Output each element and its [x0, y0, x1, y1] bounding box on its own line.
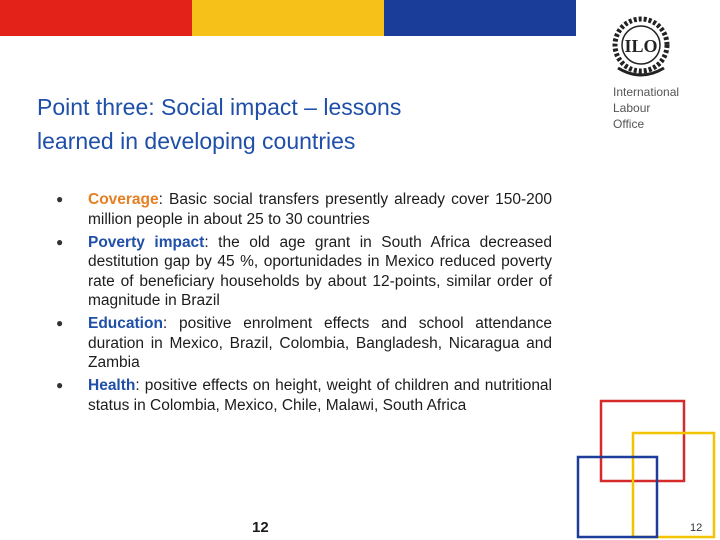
header-color-bar-yellow	[192, 0, 384, 36]
bullet-dot-icon: ●	[56, 378, 64, 392]
page-number-right: 12	[690, 522, 703, 534]
slide-title-line-1: Point three: Social impact – lessons	[37, 94, 402, 120]
bullet-dot-icon: ●	[56, 192, 64, 206]
page-number-center: 12	[252, 519, 269, 536]
header-color-bar-blue	[384, 0, 576, 36]
bullet-text: : the old age grant in South Africa decreased destitution gap by 45 %, oportunidades in Mexico reduced poverty rate of beneficiary households by about 12-points, similar order of magnitude in Brazil	[88, 233, 552, 309]
bullet-dot-icon: ●	[56, 234, 64, 249]
decorative-squares	[570, 395, 720, 540]
bullet-list	[56, 190, 552, 419]
bullet-heading: Education	[88, 315, 163, 332]
bullet-text: : positive enrolment effects and school attendance duration in Mexico, Brazil, Colombia, Bangladesh, Nicaragua and Zambia	[88, 315, 552, 371]
bullet-heading: Health	[88, 377, 136, 394]
organization-name	[613, 84, 713, 132]
bullet-text: : positive effects on height, weight of children and nutritional status in Colombia, Mexico, Chile, Malawi, South Africa	[88, 377, 552, 414]
slide-title-line-2: learned in developing countries	[37, 128, 356, 154]
bullet-heading: Poverty impact	[88, 233, 205, 251]
org-line-1: International	[613, 85, 680, 99]
bullet-text: : Basic social transfers presently already cover 150-200 million people in about 25 to 30 countries	[88, 191, 552, 228]
org-line-3: Office	[613, 117, 645, 131]
ilo-logo-text: ILO	[624, 36, 658, 56]
decorative-square-blue	[578, 457, 657, 537]
ilo-logo	[602, 12, 680, 78]
bullet-item-coverage	[56, 190, 552, 229]
slide-title	[37, 90, 557, 158]
decorative-square-red	[601, 401, 684, 481]
org-line-2: Labour	[613, 101, 651, 115]
bullet-item-poverty-impact	[56, 233, 552, 311]
bullet-item-education	[56, 314, 552, 373]
bullet-dot-icon: ●	[56, 316, 64, 330]
bullet-item-health	[56, 376, 552, 415]
bullet-heading: Coverage	[88, 191, 159, 208]
header-color-bar-red	[0, 0, 192, 36]
